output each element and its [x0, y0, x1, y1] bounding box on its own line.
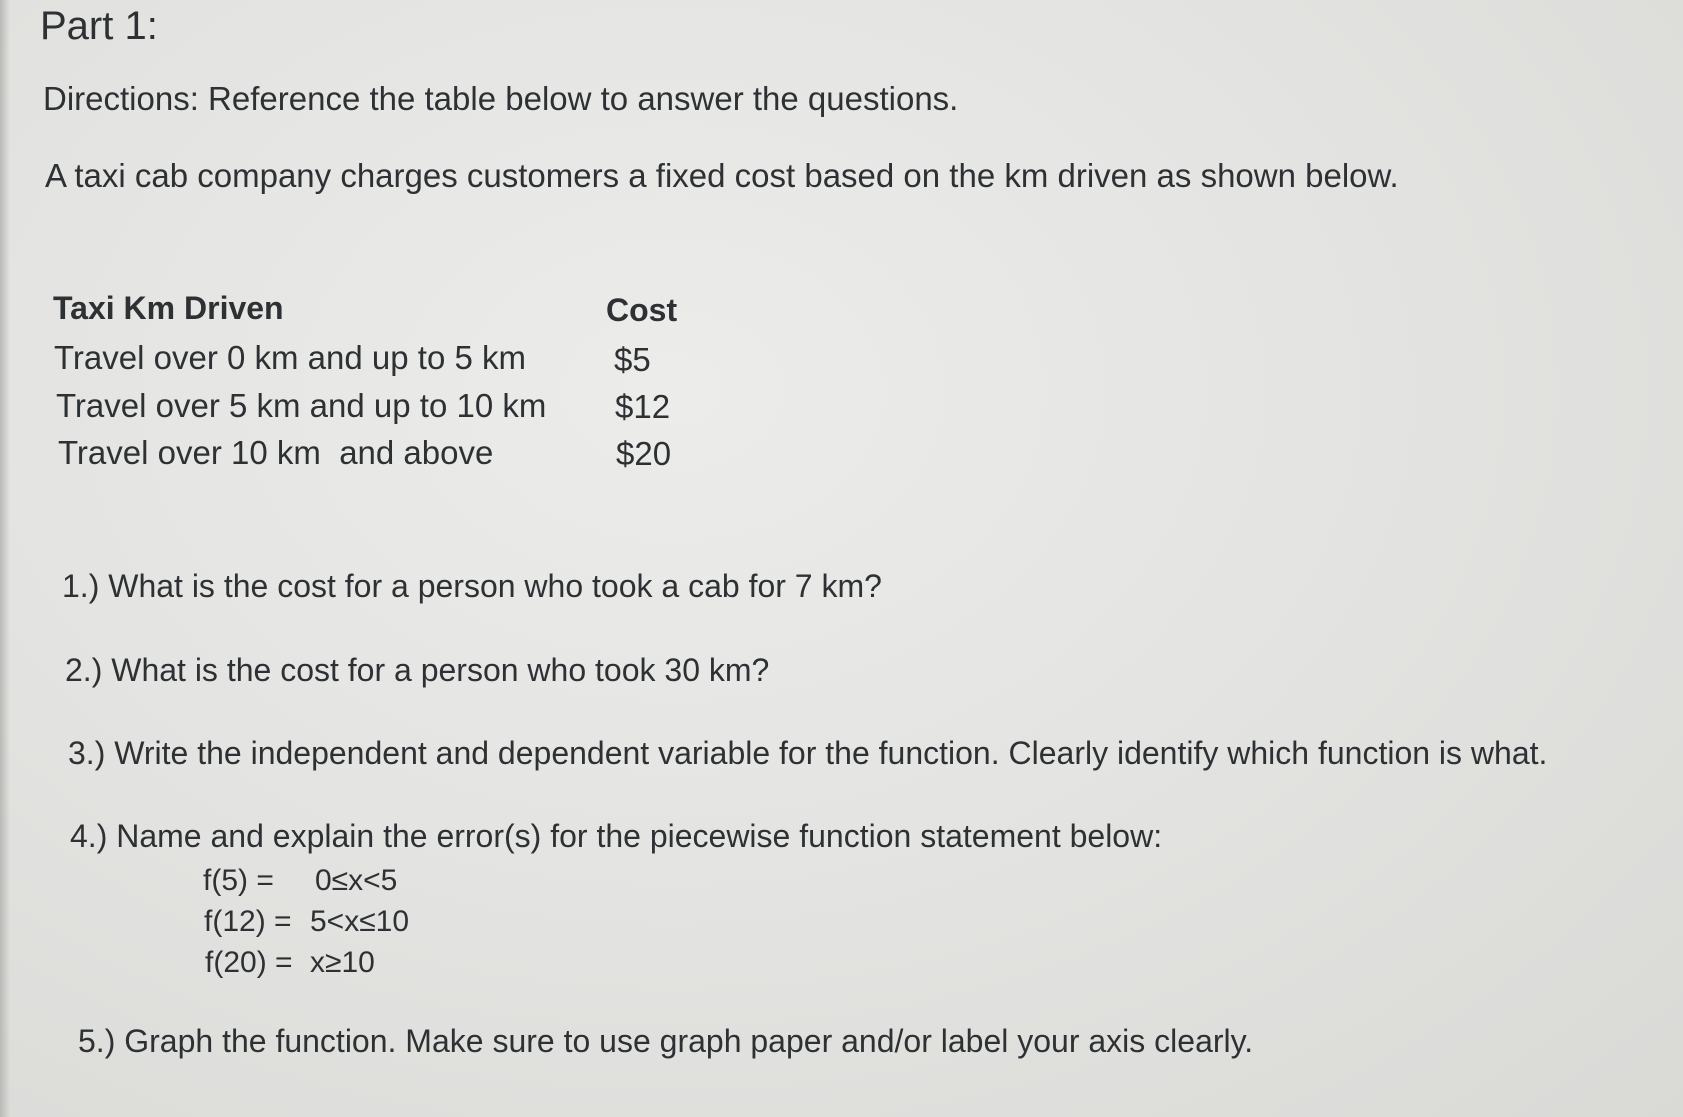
piecewise-rhs: x≥10: [310, 946, 375, 979]
table-header-km: Taxi Km Driven: [53, 290, 284, 326]
intro-text: A taxi cab company charges customers a fixed cost based on the km driven as shown below.: [45, 157, 1399, 194]
table-cell-km: Travel over 10 km and above: [58, 434, 494, 471]
table-header-cost: Cost: [606, 292, 678, 328]
piecewise-lhs: f(5) =: [203, 864, 274, 897]
question-3: 3.) Write the independent and dependent variable for the function. Clearly identify which function is what.: [68, 735, 1548, 771]
question-4: 4.) Name and explain the error(s) for the piecewise function statement below:: [70, 818, 1163, 854]
piecewise-lhs: f(12) =: [204, 905, 292, 938]
piecewise-rhs: 5<x≤10: [310, 905, 410, 938]
question-1: 1.) What is the cost for a person who took a cab for 7 km?: [62, 568, 882, 604]
table-cell-cost: $12: [615, 388, 671, 425]
piecewise-rhs: 0≤x<5: [315, 864, 398, 897]
table-cell-cost: $5: [614, 341, 651, 378]
table-cell-km: Travel over 5 km and up to 10 km: [56, 387, 547, 424]
part-title: Part 1:: [40, 4, 158, 48]
question-5: 5.) Graph the function. Make sure to use graph paper and/or label your axis clearly.: [78, 1023, 1254, 1059]
table-cell-cost: $20: [616, 435, 672, 472]
directions-text: Directions: Reference the table below to answer the questions.: [43, 80, 959, 117]
question-2: 2.) What is the cost for a person who took 30 km?: [65, 652, 770, 688]
table-cell-km: Travel over 0 km and up to 5 km: [54, 339, 526, 376]
piecewise-lhs: f(20) =: [205, 946, 293, 979]
